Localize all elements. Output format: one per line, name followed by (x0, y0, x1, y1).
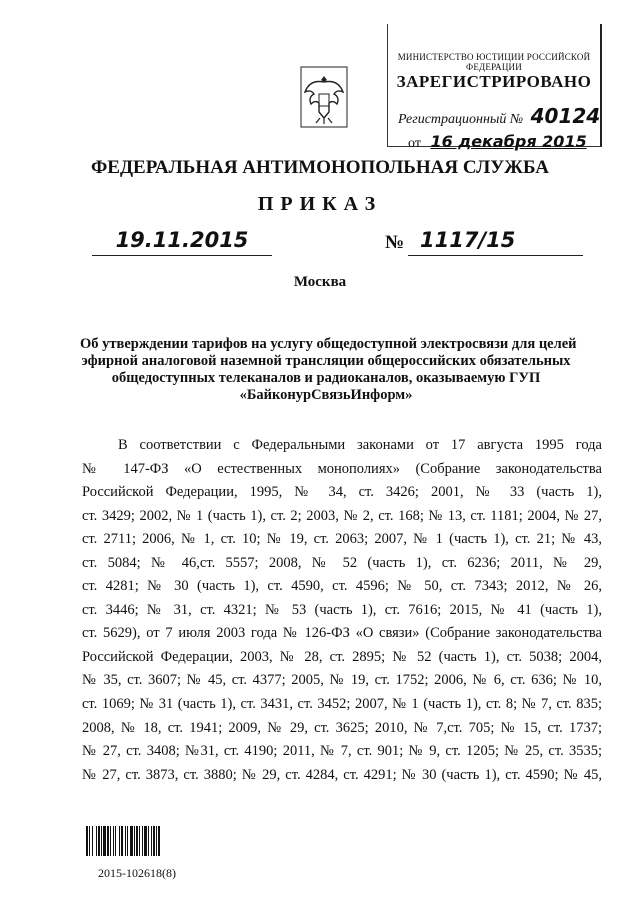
stamp-ministry-name: МИНИСТЕРСТВО ЮСТИЦИИ РОССИЙСКОЙ ФЕДЕРАЦИИ (397, 52, 591, 72)
title-line: Об утверждении тарифов на услугу общедоступной электросвязи для целей (80, 336, 577, 352)
document-title (80, 336, 577, 404)
order-date: 19.11.2015 (115, 228, 249, 252)
stamp-date-value: 16 декабря 2015 (430, 132, 587, 151)
city: Москва (293, 274, 347, 290)
body-line: В соответствии с Федеральными законами от 17 августа 1995 года (118, 437, 602, 453)
body-line: ст. 5084; № 46,ст. 5557; 2008, № 52 (часть 1), ст. 6236; 2011, № 29, (82, 554, 602, 571)
stamp-registration-label: Регистрационный № (398, 112, 524, 127)
body-line: ст. 2711; 2006, № 1, ст. 10; № 19, ст. 2063; 2007, № 1 (часть 1), ст. 21; № 43, (82, 531, 602, 548)
body-line: ст. 3446; № 31, ст. 4321; № 53 (часть 1), ст. 7616; 2015, № 41 (часть 1), (82, 601, 602, 618)
body-line: № 35, ст. 3607; № 45, ст. 4377; 2005, № 19, ст. 1752; 2006, № 6, ст. 636; № 10, (82, 672, 602, 689)
order-number-field (408, 225, 583, 256)
coat-of-arms-icon (300, 66, 348, 128)
stamp-date-line (408, 132, 587, 152)
barcode (86, 826, 208, 856)
stamp-registered-text: ЗАРЕГИСТРИРОВАНО (396, 72, 592, 91)
title-line: эфирной аналоговой наземной трансляции общероссийских обязательных (81, 353, 571, 369)
body-line: ст. 4281; № 30 (часть 1), ст. 4590, ст. 4596; № 50, ст. 7343; 2012, № 26, (82, 578, 602, 595)
title-line: «БайконурСвязьИнформ» (239, 387, 413, 403)
body-line: ст. 1069; № 31 (часть 1), ст. 3431, ст. 3452; 2007, № 1 (часть 1), ст. 8; № 7, ст. 835; (82, 696, 602, 713)
body-line: № 27, ст. 3408; №31, ст. 4190; 2011, № 7, ст. 901; № 9, ст. 1205; № 25, ст. 3535; (82, 743, 602, 760)
registration-stamp (387, 24, 602, 151)
title-line: общедоступных телеканалов и радиоканалов, оказываемую ГУП (111, 370, 541, 386)
stamp-registration-line (398, 104, 600, 128)
body-line: № 27, ст. 3873, ст. 3880; № 29, ст. 4284, ст. 4291; № 30 (часть 1), ст. 4590; № 45, (82, 766, 602, 783)
document-type: ПРИКАЗ (257, 193, 383, 215)
document-code: 2015-102618(8) (98, 866, 176, 880)
stamp-date-prefix: от (408, 136, 421, 151)
body-line: Российской Федерации, 1995, № 34, ст. 3426; 2001, № 33 (часть 1), (82, 484, 602, 501)
stamp-registration-number: 40124 (530, 104, 601, 128)
body-line: ст. 3429; 2002, № 1 (часть 1), ст. 2; 2003, № 2, ст. 168; № 13, ст. 1181; 2004, № 27, (82, 507, 602, 524)
order-number-label: № (385, 232, 405, 253)
body-line: Российской Федерации, 2003, № 28, ст. 2895; № 52 (часть 1), ст. 5038; 2004, (82, 648, 602, 665)
body-line: № 147-ФЗ «О естественных монополиях» (Собрание законодательства (82, 460, 602, 477)
body-line: ст. 5629), от 7 июля 2003 года № 126-ФЗ «О связи» (Собрание законодательства (82, 625, 602, 642)
body-line: 2008, № 18, ст. 1941; 2009, № 29, ст. 3625; 2010, № 7,ст. 705; № 15, ст. 1737; (82, 719, 602, 736)
document-body (82, 434, 602, 787)
order-number: 1117/15 (420, 228, 516, 252)
agency-name: ФЕДЕРАЛЬНАЯ АНТИМОНОПОЛЬНАЯ СЛУЖБА (90, 157, 549, 178)
order-date-field (92, 225, 272, 256)
